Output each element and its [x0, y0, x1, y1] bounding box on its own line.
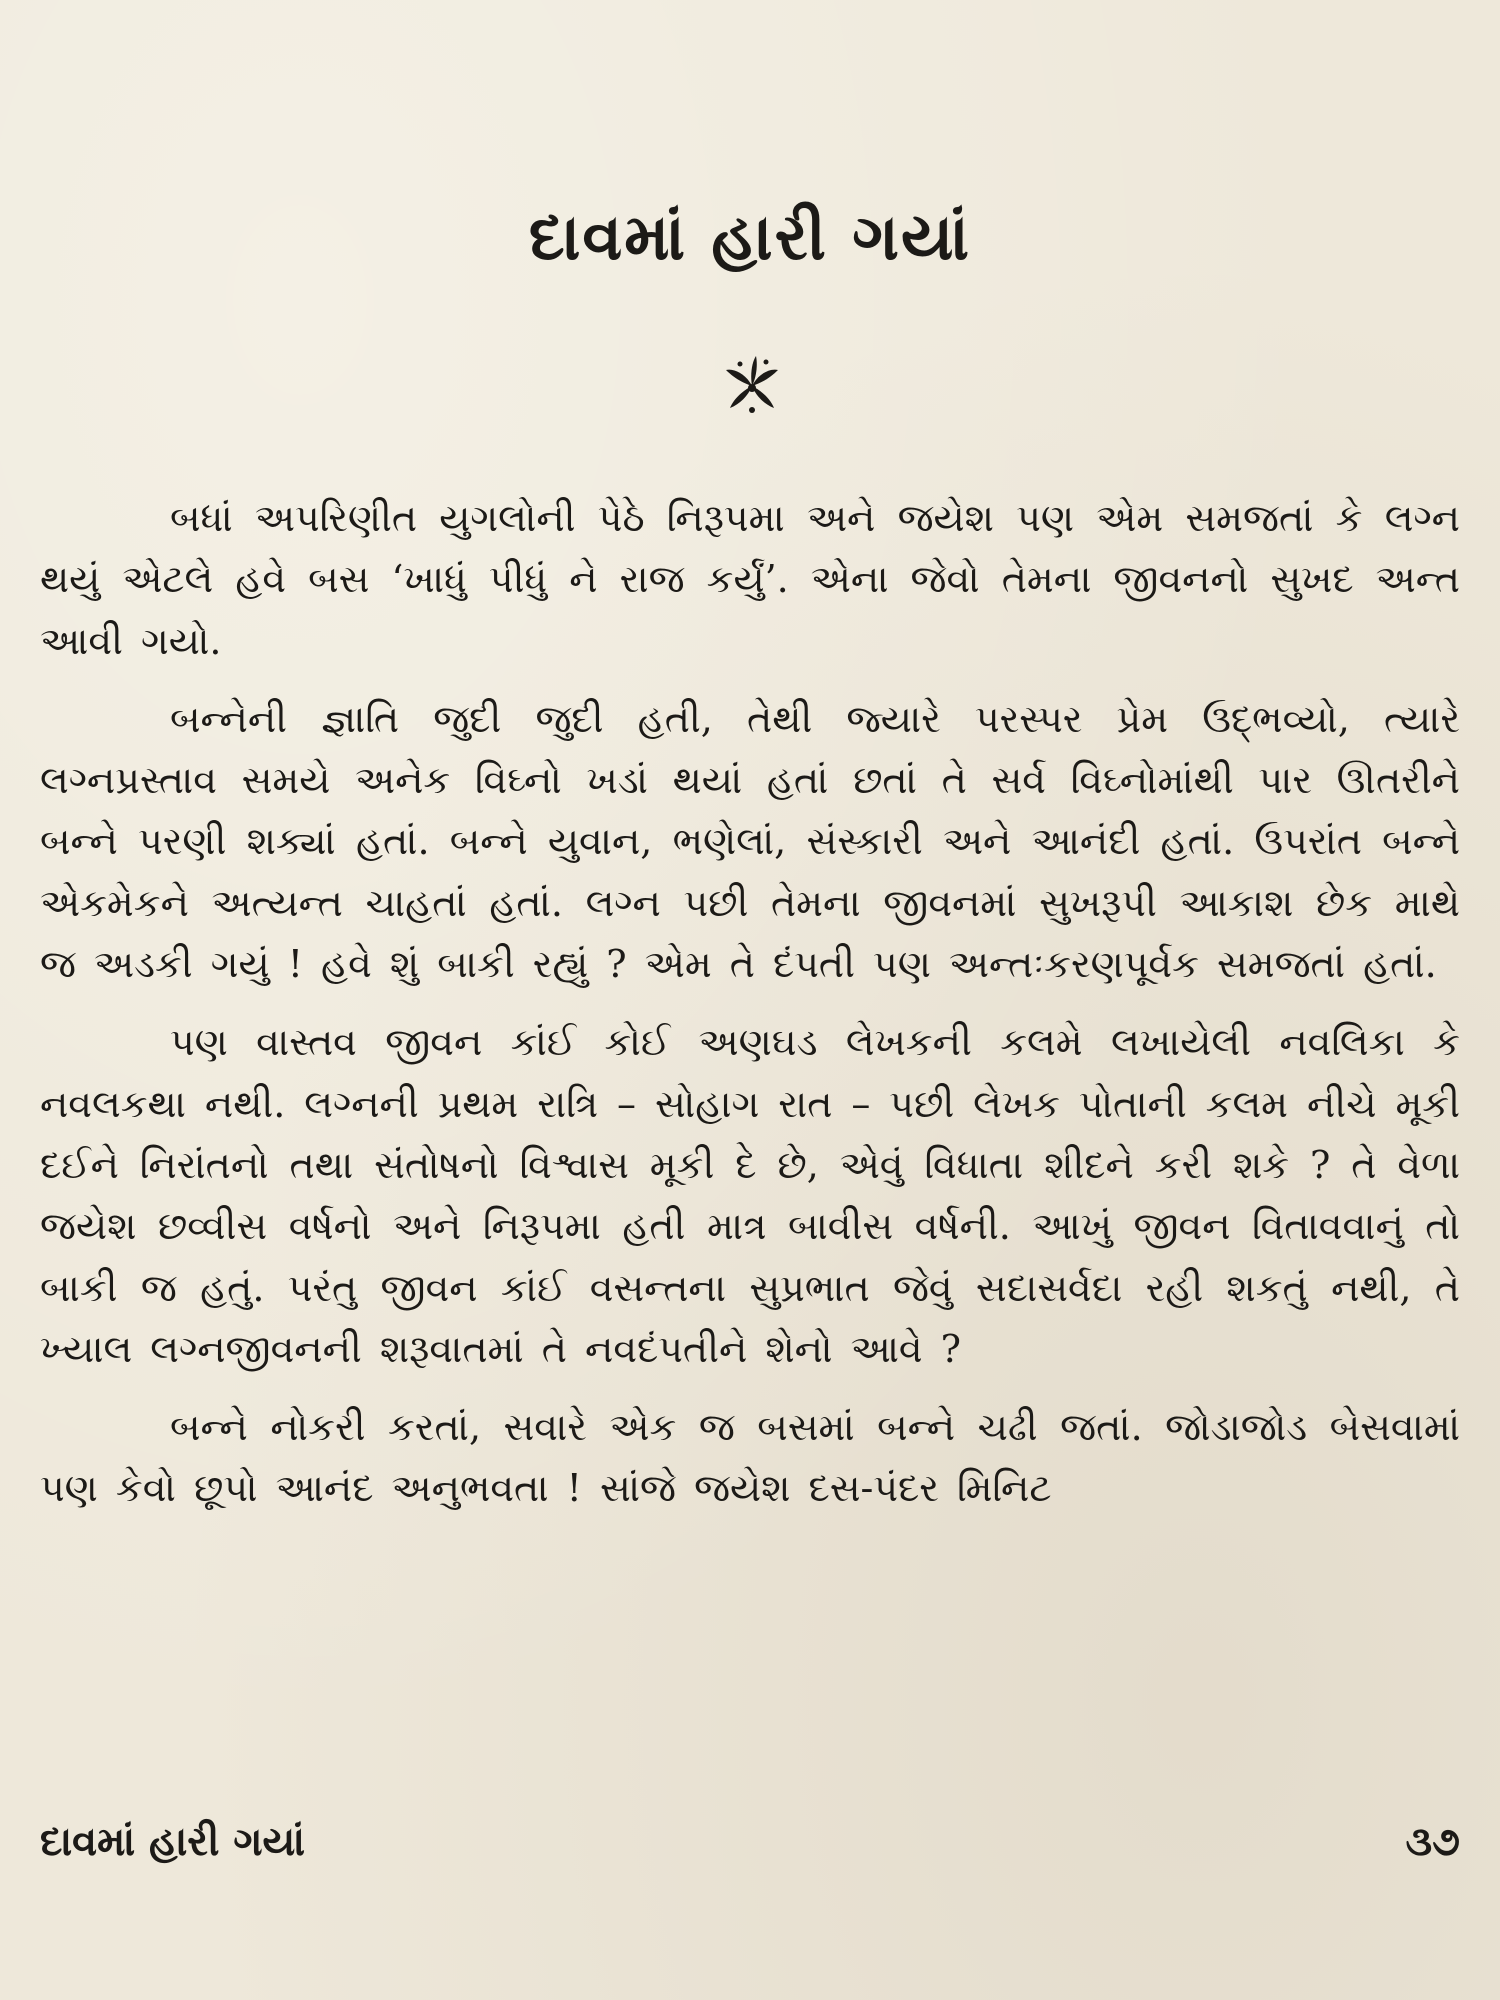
paragraph: પણ વાસ્તવ જીવન કાંઈ કોઈ અણઘડ લેખકની કલમે લખાયેલી નવલિકા કે નવલકથા નથી. લગ્નની પ્રથમ રાત્રિ – સોહાગ રાત – પછી લેખક પોતાની કલમ નીચે મૂકી દઈને નિરાંતનો તથા સંતોષનો વિશ્વાસ મૂકી દે છે, એવું વિધાતા શીદને કરી શકે ? તે વેળા જયેશ છવ્વીસ વર્ષનો અને નિરૂપમા હતી માત્ર બાવીસ વર્ષની. આખું જીવન વિતાવવાનું તો બાકી જ હતું. પરંતુ જીવન કાંઈ વસન્તના સુપ્રભાત જેવું સદાસર્વદા રહી શકતું નથી, તે ખ્યાલ લગ્નજીવનની શરૂવાતમાં તે નવદંપતીને શેનો આવે ? — [40, 1020, 1460, 1371]
paragraph: બન્નેની જ્ઞાતિ જુદી જુદી હતી, તેથી જ્યારે પરસ્પર પ્રેમ ઉદ્ભવ્યો, ત્યારે લગ્નપ્રસ્તાવ સમયે અનેક વિઘ્નો ખડાં થયાં હતાં છતાં તે સર્વ વિઘ્નોમાંથી પાર ઊતરીને બન્ને પરણી શક્યાં હતાં. બન્ને યુવાન, ભણેલાં, સંસ્કારી અને આનંદી હતાં. ઉપરાંત બન્ને એકમેકને અત્યન્ત ચાહતાં હતાં. લગ્ન પછી તેમના જીવનમાં સુખરૂપી આકાશ છેક માથે જ અડકી ગયું ! હવે શું બાકી રહ્યું ? એમ તે દંપતી પણ અન્તઃકરણપૂર્વક સમજતાં હતાં. — [40, 696, 1460, 987]
page-footer — [40, 1818, 1460, 1878]
running-title: દાવમાં હારી ગયાં — [40, 1818, 306, 1865]
chapter-title: દાવમાં હારી ગયાં — [528, 200, 972, 275]
body-text — [40, 488, 1460, 1537]
floral-ornament-icon — [720, 352, 784, 416]
paragraph: બન્ને નોકરી કરતાં, સવારે એક જ બસમાં બન્ને ચઢી જતાં. જોડાજોડ બેસવામાં પણ કેવો છૂપો આનંદ અનુભવતા ! સાંજે જયેશ દસ-પંદર મિનિટ — [40, 1405, 1460, 1511]
page-number: ૩૭ — [1405, 1818, 1460, 1865]
paragraph: બધાં અપરિણીત યુગલોની પેઠે નિરૂપમા અને જયેશ પણ એમ સમજતાં કે લગ્ન થયું એટલે હવે બસ ‘ખાધું પીધું ને રાજ કર્યું’. એના જેવો તેમના જીવનનો સુખદ અન્ત આવી ગયો. — [40, 496, 1460, 663]
